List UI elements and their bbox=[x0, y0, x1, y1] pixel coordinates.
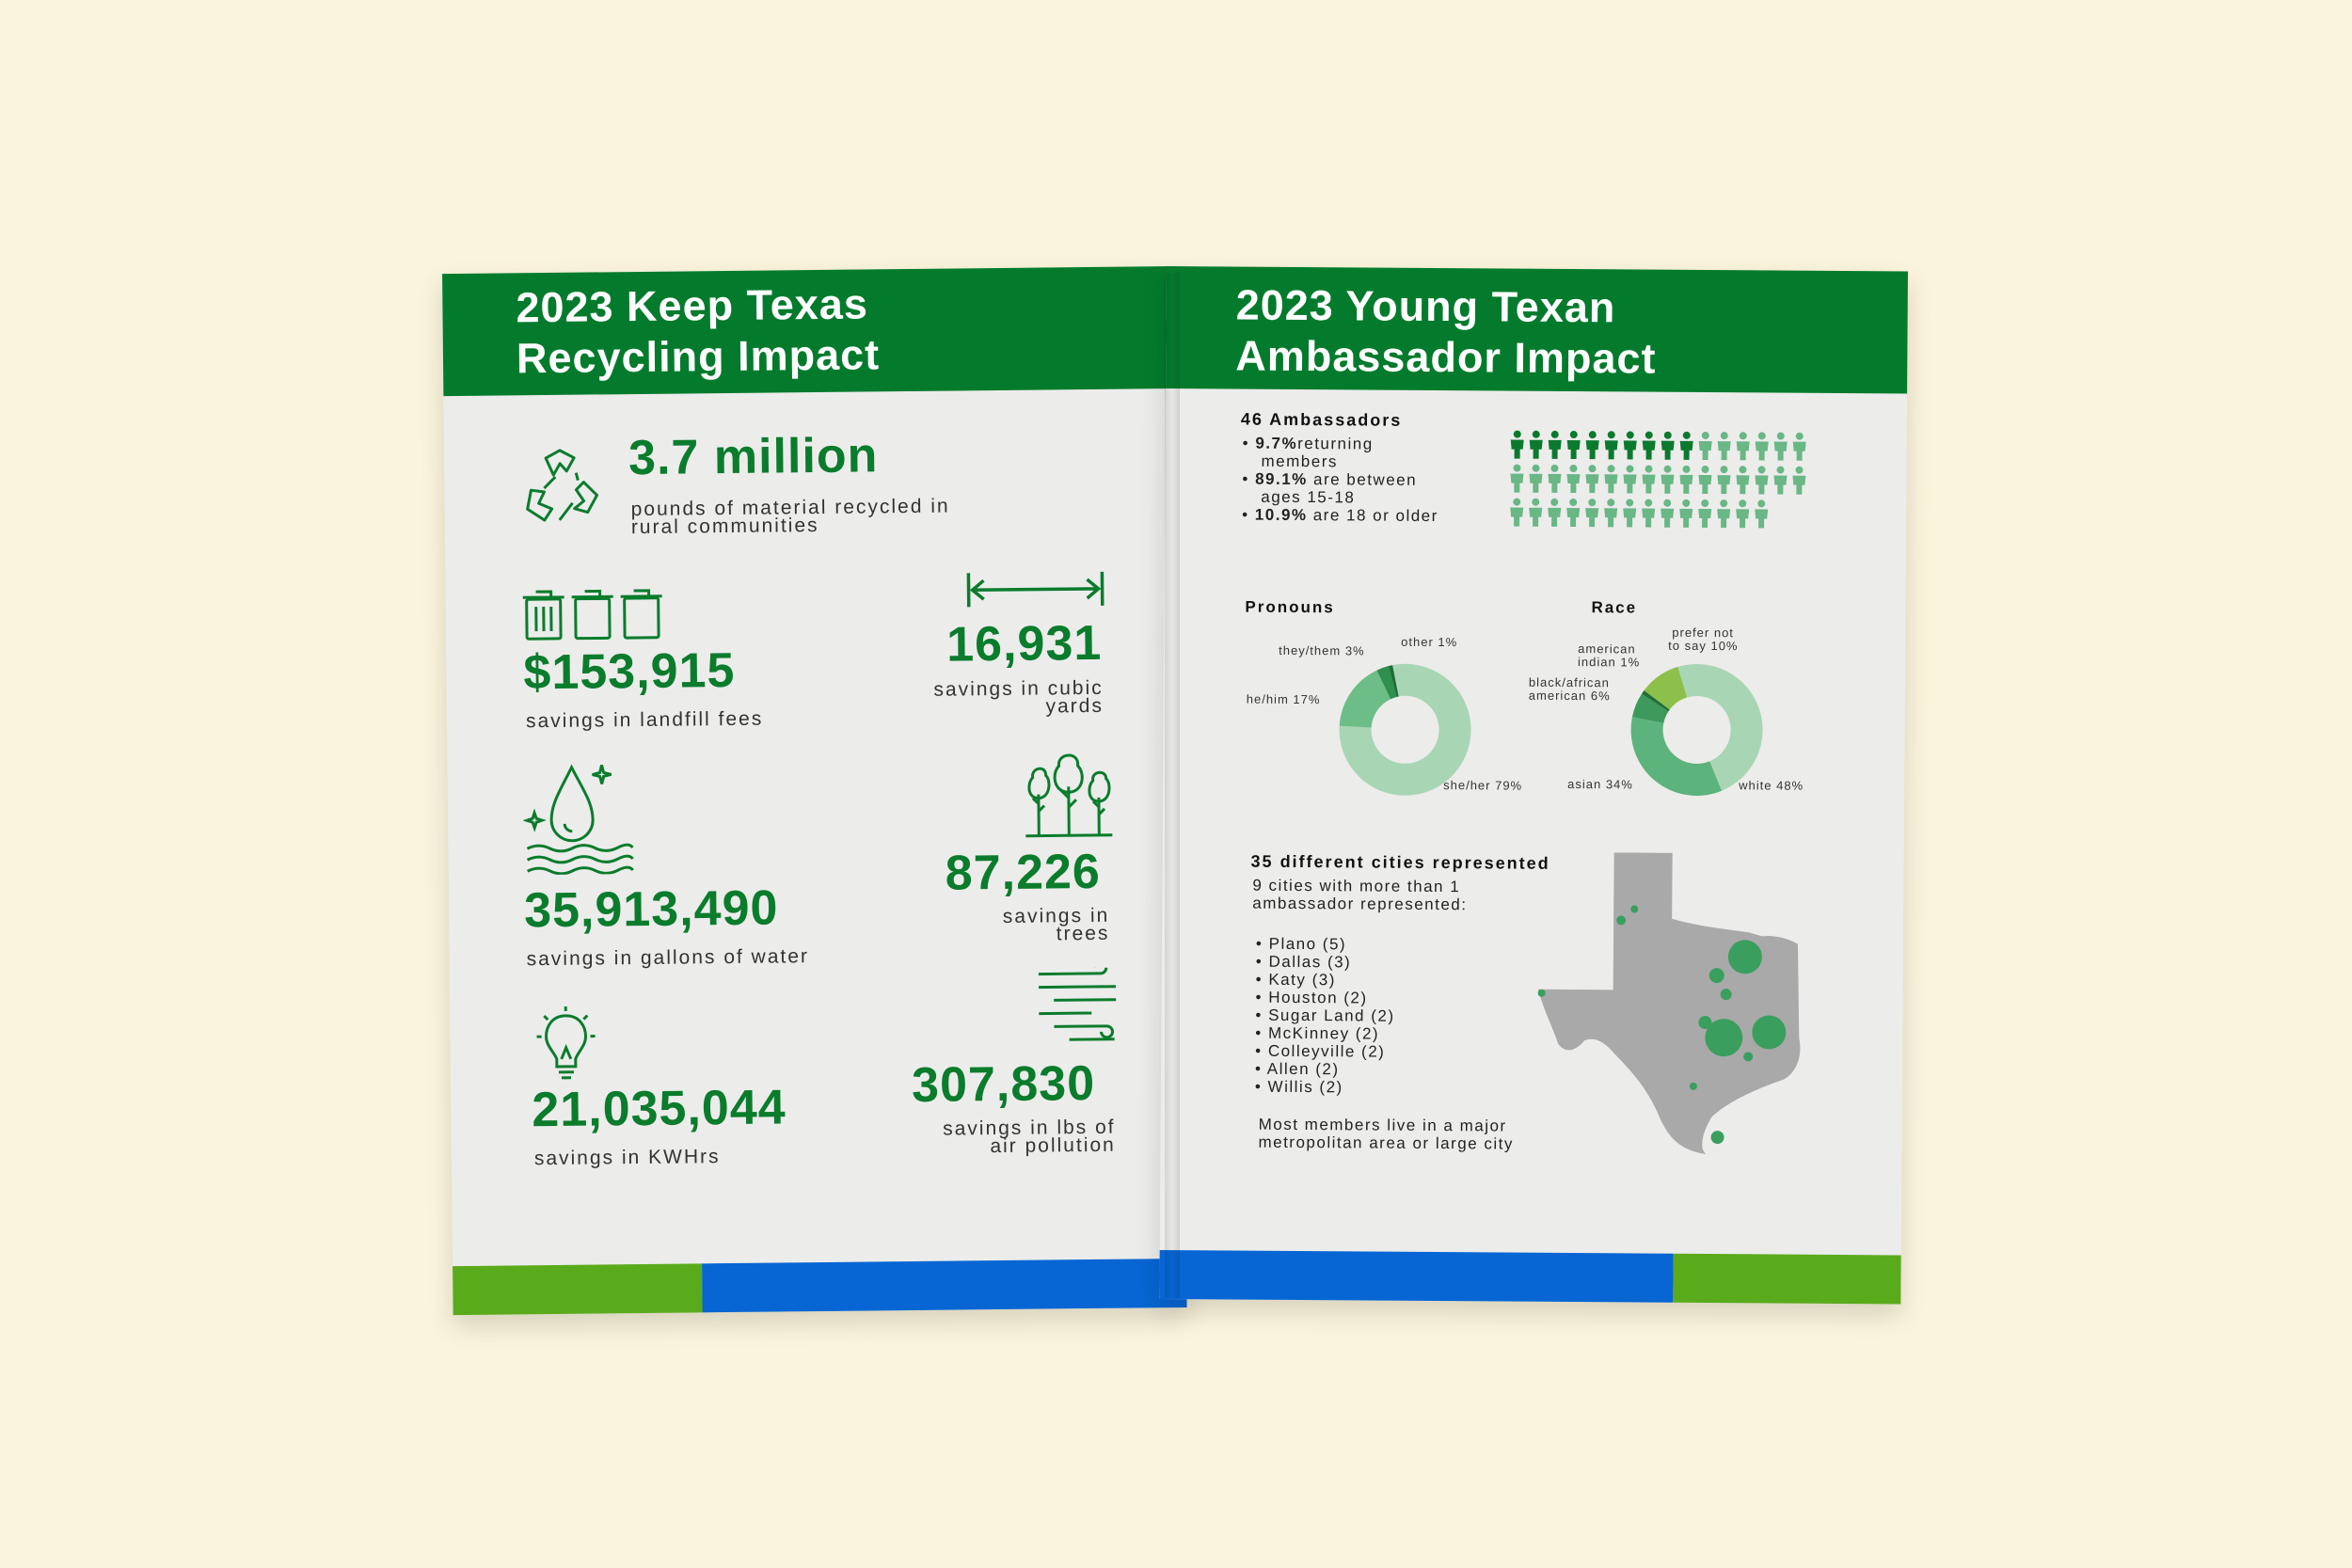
stat-cubic-caption-2: yards bbox=[1045, 694, 1104, 718]
person-icon bbox=[1718, 432, 1731, 460]
footer-green-block bbox=[1673, 1254, 1900, 1305]
city-dot bbox=[1705, 1019, 1742, 1056]
water-drop-icon bbox=[522, 761, 636, 875]
stat-recycled-caption-2: rural communities bbox=[630, 514, 819, 539]
race-label-amind-2: indian 1% bbox=[1578, 655, 1641, 670]
person-icon bbox=[1642, 466, 1655, 494]
race-label-black-1: black/african bbox=[1528, 674, 1610, 690]
trash-can-icon bbox=[523, 587, 665, 643]
city-list-item: • Willis (2) bbox=[1254, 1077, 1343, 1097]
person-icon bbox=[1510, 465, 1523, 493]
person-icon bbox=[1679, 466, 1692, 494]
person-icon bbox=[1717, 466, 1730, 494]
person-icon bbox=[1717, 499, 1730, 528]
person-icon bbox=[1529, 499, 1542, 527]
stat-landfill-value: $153,915 bbox=[523, 642, 736, 701]
stat-air-value: 307,830 bbox=[911, 1055, 1096, 1113]
ambassadors-bullet-2-line2: ages 15-18 bbox=[1261, 487, 1356, 507]
stat-trees-caption-2: trees bbox=[1056, 922, 1110, 945]
person-icon bbox=[1699, 432, 1712, 460]
pronoun-label-other: other 1% bbox=[1401, 634, 1458, 650]
stat-water-value: 35,913,490 bbox=[523, 880, 779, 939]
city-list-item: • Allen (2) bbox=[1254, 1059, 1340, 1079]
person-icon bbox=[1548, 465, 1561, 493]
person-icon bbox=[1566, 465, 1580, 493]
ambassadors-bullet-3: • 10.9% are 18 or older bbox=[1242, 505, 1438, 526]
race-label-prefer-1: prefer not bbox=[1672, 625, 1735, 641]
person-icon bbox=[1661, 499, 1674, 528]
cities-heading: 35 different cities represented bbox=[1250, 851, 1550, 873]
city-dot bbox=[1690, 1083, 1697, 1090]
wind-icon bbox=[1035, 968, 1120, 1044]
person-icon bbox=[1642, 499, 1655, 528]
cities-sub-2: ambassador represented: bbox=[1252, 894, 1468, 914]
pronouns-title: Pronouns bbox=[1245, 597, 1335, 617]
person-icon bbox=[1530, 431, 1543, 459]
left-title bbox=[516, 278, 880, 384]
person-icon bbox=[1585, 499, 1598, 527]
person-icon bbox=[1792, 467, 1805, 495]
pronoun-label-he: he/him 17% bbox=[1246, 691, 1321, 707]
person-icon bbox=[1737, 432, 1750, 460]
person-icon bbox=[1698, 499, 1711, 528]
race-label-white: white 48% bbox=[1739, 778, 1804, 793]
city-dot bbox=[1743, 1052, 1753, 1061]
ambassadors-bullet-1: • 9.7%returning bbox=[1242, 434, 1374, 453]
bullet-3-text: are 18 or older bbox=[1307, 506, 1438, 526]
city-dot bbox=[1752, 1015, 1786, 1049]
donut-slice-asian bbox=[1630, 717, 1723, 796]
right-title-line2: Ambassador Impact bbox=[1235, 331, 1657, 383]
recycle-icon bbox=[517, 446, 603, 531]
city-list-item: • Houston (2) bbox=[1255, 988, 1368, 1007]
left-footer bbox=[453, 1259, 1187, 1315]
person-icon bbox=[1604, 499, 1617, 527]
stat-water-caption: savings in gallons of water bbox=[526, 945, 810, 971]
cities-note-1: Most members live in a major bbox=[1258, 1115, 1507, 1135]
person-icon bbox=[1511, 431, 1524, 459]
stat-landfill-caption: savings in landfill fees bbox=[525, 707, 764, 733]
people-pictogram bbox=[1507, 427, 1819, 532]
city-dot bbox=[1616, 915, 1626, 925]
city-list-item: • McKinney (2) bbox=[1255, 1023, 1380, 1043]
booklet-spine bbox=[1165, 273, 1180, 1298]
city-list-item: • Colleyville (2) bbox=[1255, 1041, 1386, 1061]
city-dot bbox=[1538, 990, 1546, 997]
footer-green-block bbox=[453, 1263, 703, 1315]
lightbulb-icon bbox=[532, 1006, 599, 1082]
stat-kwh-value: 21,035,044 bbox=[532, 1080, 787, 1138]
stat-recycled-value: 3.7 million bbox=[628, 428, 879, 486]
city-dot bbox=[1728, 940, 1762, 974]
person-icon bbox=[1755, 466, 1768, 494]
ambassadors-bullet-1-line2: members bbox=[1261, 451, 1338, 471]
race-label-prefer-2: to say 10% bbox=[1668, 638, 1739, 654]
right-title-line1: 2023 Young Texan bbox=[1235, 280, 1616, 332]
person-icon bbox=[1755, 499, 1768, 528]
person-icon bbox=[1661, 466, 1674, 494]
city-dot bbox=[1711, 1131, 1724, 1144]
right-header bbox=[1166, 266, 1908, 393]
city-list-item: • Sugar Land (2) bbox=[1255, 1006, 1395, 1025]
person-icon bbox=[1567, 431, 1581, 459]
stat-trees-caption-1: savings in bbox=[1002, 904, 1110, 927]
person-icon bbox=[1773, 467, 1787, 495]
race-label-black-2: american 6% bbox=[1528, 688, 1611, 704]
person-icon bbox=[1586, 431, 1599, 459]
person-icon bbox=[1736, 499, 1749, 528]
person-icon bbox=[1774, 433, 1788, 461]
person-icon bbox=[1623, 465, 1636, 493]
person-icon bbox=[1643, 432, 1656, 460]
bullet-1-bold: 9.7% bbox=[1255, 434, 1298, 452]
stat-cubic-caption-1: savings in cubic bbox=[933, 676, 1104, 701]
person-icon bbox=[1510, 499, 1523, 527]
city-dot bbox=[1721, 989, 1732, 1000]
stat-cubic-value: 16,931 bbox=[946, 615, 1103, 673]
texas-map bbox=[1536, 852, 1830, 1155]
person-icon bbox=[1604, 465, 1617, 493]
person-icon bbox=[1585, 465, 1598, 493]
stat-trees-value: 87,226 bbox=[945, 844, 1102, 901]
bullet-2-bold: 89.1% bbox=[1255, 469, 1308, 489]
stat-kwh-caption: savings in KWHrs bbox=[533, 1146, 721, 1170]
stat-recycled-caption-1: pounds of material recycled in bbox=[630, 495, 950, 521]
stat-air-caption-1: savings in lbs of bbox=[943, 1116, 1116, 1140]
person-icon bbox=[1529, 465, 1542, 493]
person-icon bbox=[1548, 499, 1561, 527]
trees-icon bbox=[1023, 749, 1114, 840]
bullet-3-bold: 10.9% bbox=[1254, 505, 1308, 525]
width-arrow-icon bbox=[964, 568, 1105, 611]
ambassadors-heading: 46 Ambassadors bbox=[1240, 409, 1403, 430]
city-list-item: • Katy (3) bbox=[1255, 970, 1336, 990]
person-icon bbox=[1566, 499, 1580, 527]
person-icon bbox=[1605, 431, 1618, 459]
left-header bbox=[442, 266, 1177, 396]
cities-note-2: metropolitan area or large city bbox=[1258, 1132, 1514, 1153]
race-title: Race bbox=[1591, 598, 1638, 617]
right-footer bbox=[1159, 1250, 1900, 1305]
left-title-line2: Recycling Impact bbox=[516, 330, 881, 383]
footer-blue-block bbox=[1159, 1250, 1673, 1303]
right-title bbox=[1235, 280, 1657, 385]
left-page bbox=[442, 266, 1187, 1315]
city-dot bbox=[1709, 968, 1724, 983]
person-icon bbox=[1661, 432, 1675, 460]
person-icon bbox=[1698, 466, 1711, 494]
pronoun-label-she: she/her 79% bbox=[1443, 778, 1523, 793]
person-icon bbox=[1623, 499, 1636, 527]
race-label-amind-1: american bbox=[1578, 641, 1636, 657]
footer-blue-block bbox=[702, 1259, 1187, 1312]
person-icon bbox=[1624, 431, 1637, 459]
bullet-2-text: are between bbox=[1307, 470, 1418, 489]
right-page bbox=[1159, 266, 1908, 1304]
person-icon bbox=[1679, 499, 1692, 528]
pronoun-label-they: they/them 3% bbox=[1279, 642, 1365, 658]
left-title-line1: 2023 Keep Texas bbox=[516, 279, 869, 332]
bullet-1-text: returning bbox=[1297, 434, 1374, 453]
city-list-item: • Plano (5) bbox=[1255, 934, 1347, 954]
city-dot bbox=[1630, 905, 1638, 912]
city-list-item: • Dallas (3) bbox=[1255, 952, 1352, 972]
ambassadors-bullet-2: • 89.1% are between bbox=[1242, 469, 1418, 489]
race-label-asian: asian 34% bbox=[1567, 776, 1633, 792]
person-icon bbox=[1680, 432, 1693, 460]
stat-air-caption-2: air pollution bbox=[990, 1133, 1116, 1158]
person-icon bbox=[1756, 432, 1769, 460]
cities-sub-1: 9 cities with more than 1 bbox=[1252, 876, 1461, 896]
person-icon bbox=[1549, 431, 1562, 459]
texas-shape bbox=[1536, 852, 1801, 1155]
person-icon bbox=[1793, 433, 1806, 461]
person-icon bbox=[1736, 466, 1749, 494]
